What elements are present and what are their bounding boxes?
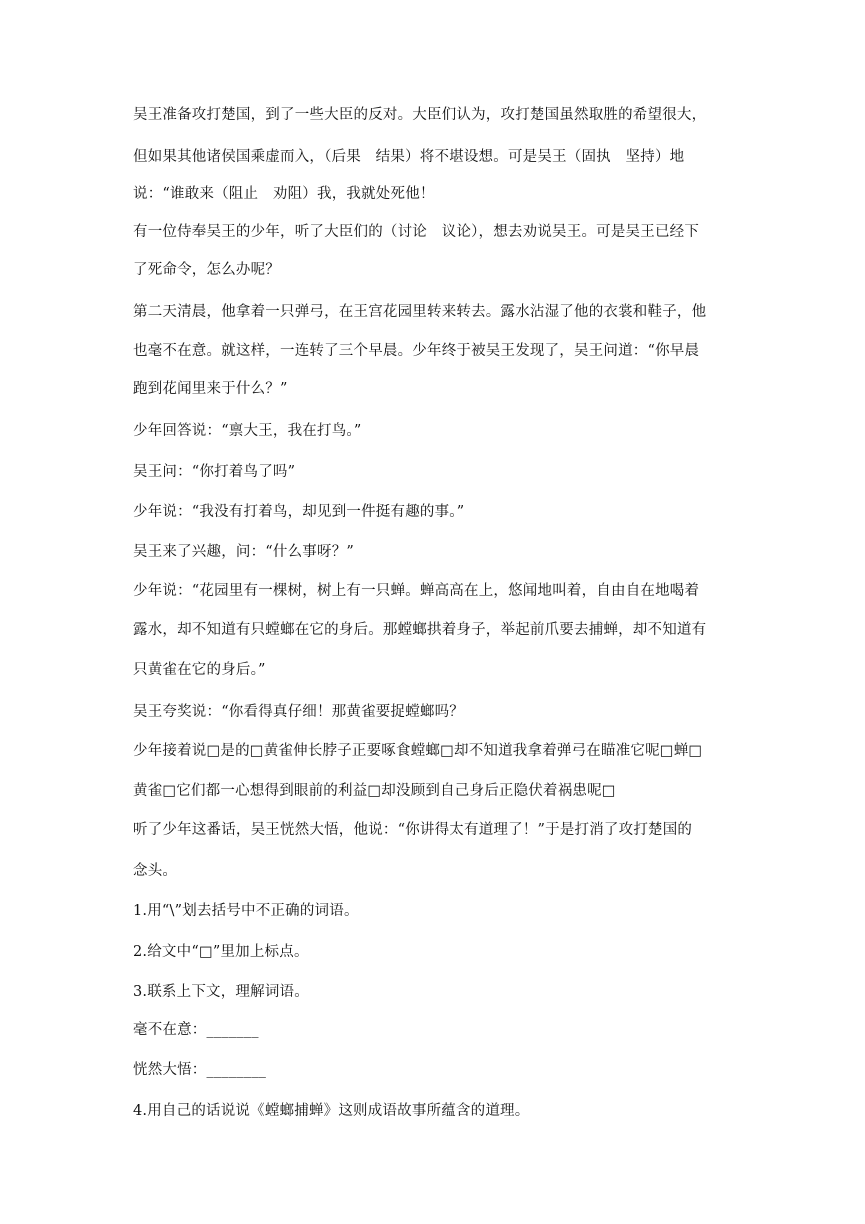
passage-line: 少年说：“花园里有一棵树，树上有一只蝉。蝉高高在上，悠闻地叫着，自由自在地喝着 bbox=[133, 583, 700, 599]
question-2: 2.给文中“□”里加上标点。 bbox=[133, 944, 309, 960]
passage-line: 吴王来了兴趣，问：“什么事呀？” bbox=[133, 544, 355, 560]
passage-line: 说：“谁敢来（阻止 劝阻）我，我就处死他！ bbox=[133, 186, 435, 202]
passage-line: 有一位侍奉吴王的少年，听了大臣们的（讨论 议论），想去劝说吴王。可是吴王已经下 bbox=[133, 224, 700, 240]
question-3: 3.联系上下文，理解词语。 bbox=[133, 984, 309, 1000]
passage-line: 吴王准备攻打楚国，到了一些大臣的反对。大臣们认为，攻打楚国虽然取胜的希望很大， bbox=[133, 107, 707, 123]
passage-line: 听了少年这番话，吴王恍然大悟，他说：“你讲得太有道理了！”于是打消了攻打楚国的 bbox=[133, 822, 693, 838]
answer-blank-haobuzaiyi: 毫不在意：_______ bbox=[133, 1022, 259, 1038]
passage-line: 第二天清晨，他拿着一只弹弓，在王宫花园里转来转去。露水沾湿了他的衣裳和鞋子，他 bbox=[133, 304, 707, 320]
passage-line: 跑到花闻里来于什么？” bbox=[133, 381, 288, 397]
passage-line: 少年回答说：“禀大王，我在打鸟。” bbox=[133, 423, 362, 439]
question-4: 4.用自己的话说说《螳螂捕蝉》这则成语故事所蕴含的道理。 bbox=[133, 1103, 530, 1119]
passage-line: 吴王夸奖说：“你看得真仔细！那黄雀要捉螳螂吗？ bbox=[133, 704, 465, 720]
passage-line: 念头。 bbox=[133, 863, 178, 879]
passage-line: 少年接着说□是的□黄雀伸长脖子正要啄食螳螂□却不知道我拿着弹弓在瞄准它呢□蝉□ bbox=[133, 743, 703, 759]
passage-line: 了死命令，怎么办呢？ bbox=[133, 262, 280, 278]
answer-blank-huangrandawu: 恍然大悟：________ bbox=[133, 1062, 267, 1078]
passage-line: 吴王问：“你打着鸟了吗” bbox=[133, 464, 296, 480]
passage-line: 只黄雀在它的身后。” bbox=[133, 662, 266, 678]
question-1: 1.用“\”划去括号中不正确的词语。 bbox=[133, 903, 359, 919]
passage-line: 黄雀□它们都一心想得到眼前的利益□却没顾到自己身后正隐伏着祸患呢□ bbox=[133, 783, 616, 799]
passage-line: 也毫不在意。就这样，一连转了三个早晨。少年终于被吴王发现了，吴王问道：“你早晨 bbox=[133, 343, 700, 359]
passage-line: 露水，却不知道有只螳螂在它的身后。那螳螂拱着身子，举起前爪要去捕蝉，却不知道有 bbox=[133, 622, 707, 638]
passage-line: 但如果其他诸侯国乘虚而入，（后果 结果）将不堪设想。可是吴王（固执 坚持）地 bbox=[133, 149, 685, 165]
passage-line: 少年说：“我没有打着鸟，却见到一件挺有趣的事。” bbox=[133, 504, 465, 520]
